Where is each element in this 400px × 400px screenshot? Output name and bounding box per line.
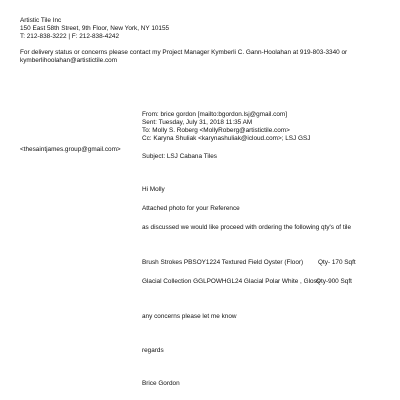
email-paragraph-2: as discussed we would like proceed with ordering the following qty's of tile [142,224,352,231]
order-item-desc: Glacial Collection GGLPOWHGL24 Glacial Polar White , Gloss [142,278,320,285]
email-paragraph-1: Attached photo for your Reference [142,205,240,212]
email-greeting: Hi Molly [142,186,165,193]
notice-line-1: For delivery status or concerns please contact my Project Manager Kymberli C. Gann-Hoolahan at 919-803-3340 or [20,49,348,56]
order-item-desc: Brush Strokes PBSOY1224 Textured Field Oyster (Floor) [142,259,304,266]
order-item-qty: Qty- 170 Sqft [318,259,356,266]
email-from: From: brice gordon [mailto:bgordon.lsj@gmail.com] [142,111,288,118]
company-address: 150 East 58th Street, 9th Floor, New York, NY 10155 [20,25,170,32]
email-subject: Subject: LSJ Cabana Tiles [142,153,217,160]
email-cc-continuation: <thesaintjames.group@gmail.com> [20,146,121,153]
email-closing: regards [142,347,164,354]
order-item-qty: Qty-900 Sqft [316,278,352,285]
email-signature: Brice Gordon [142,380,180,387]
notice-email[interactable]: kymberlihoolahan@artistictile.com [20,57,118,64]
email-to: To: Molly S. Roberg <MollyRoberg@artistictile.com> [142,127,290,134]
email-concerns: any concerns please let me know [142,313,237,320]
company-phone: T: 212-838-3222 | F: 212-838-4242 [20,33,120,40]
email-cc: Cc: Karyna Shuliak <karynashuliak@icloud.com>; LSJ GSJ [142,135,311,142]
company-name: Artistic Tile Inc [20,17,62,24]
email-sent: Sent: Tuesday, July 31, 2018 11:35 AM [142,119,253,126]
